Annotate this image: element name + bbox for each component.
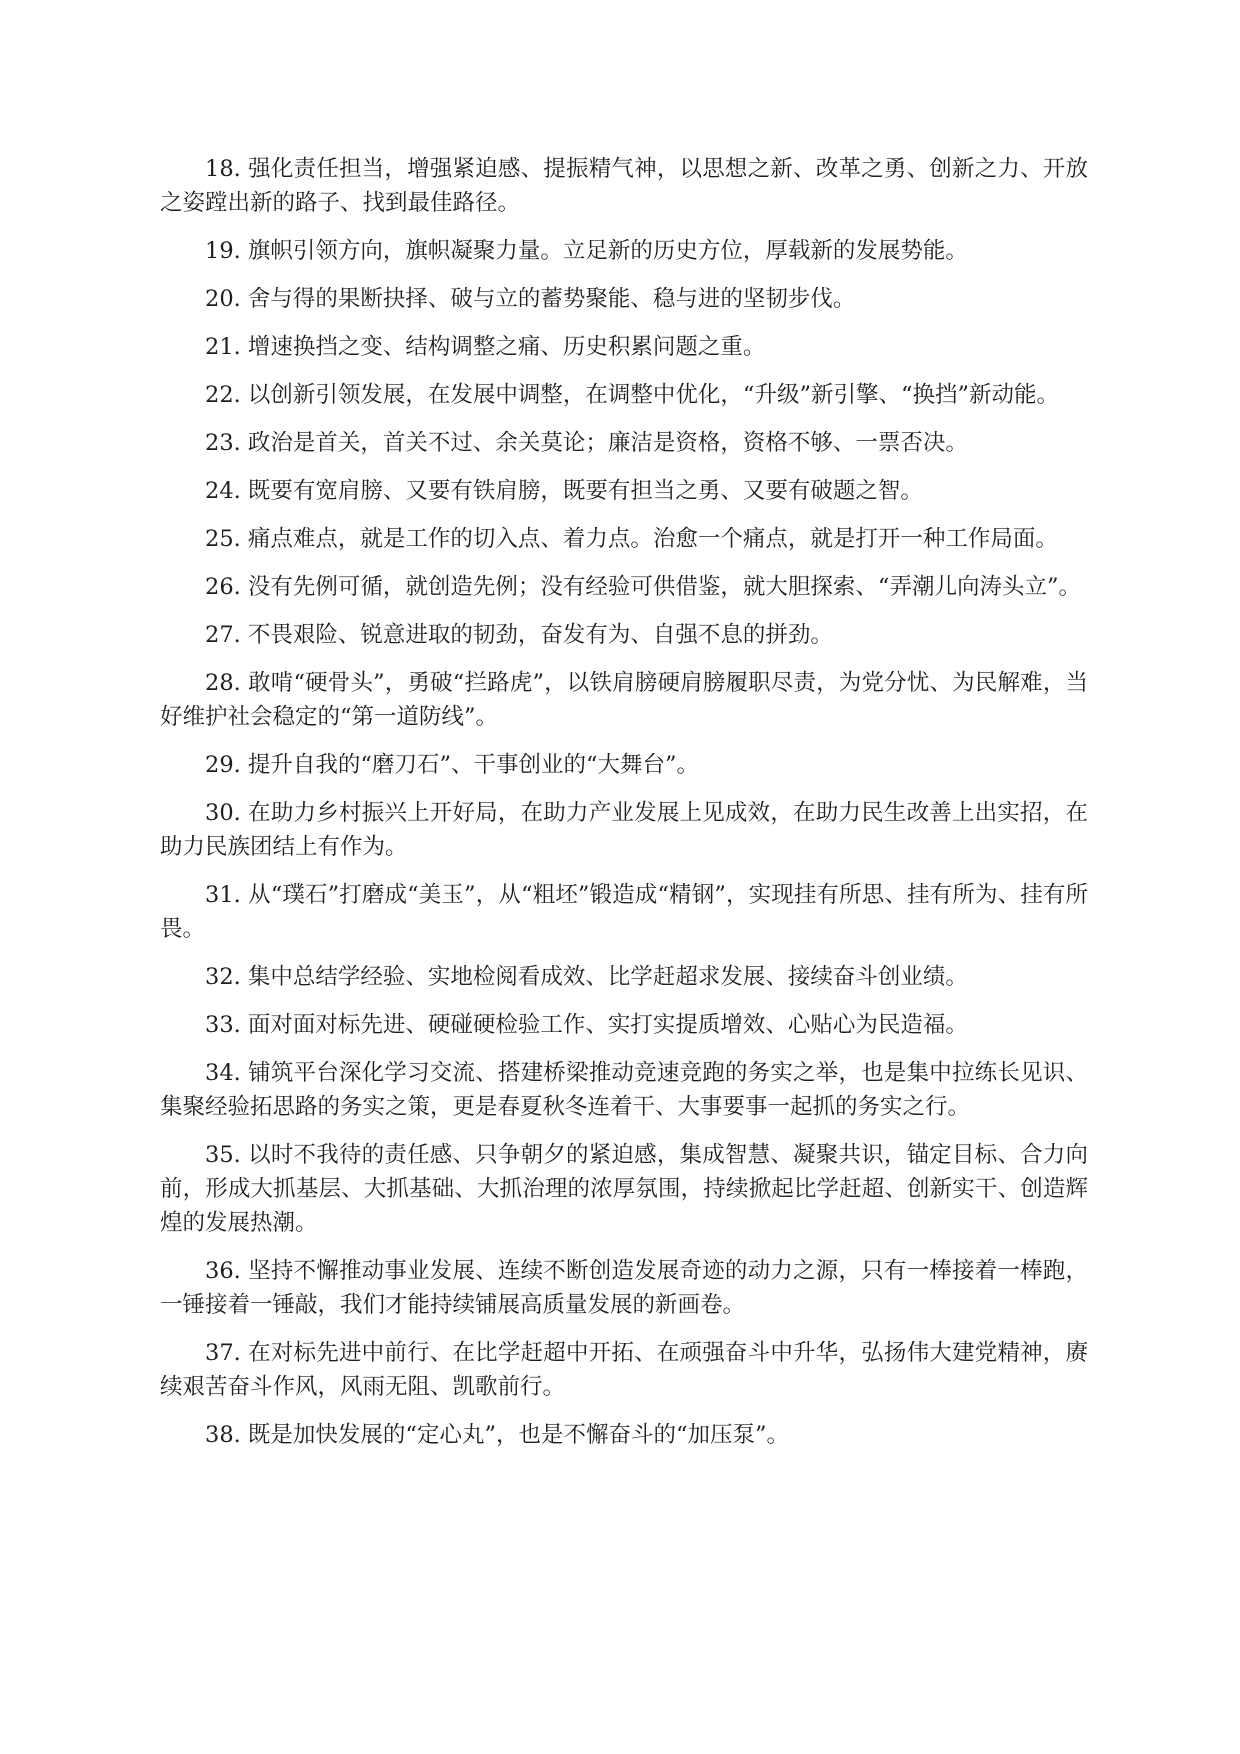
paragraph-26: 26. 没有先例可循，就创造先例；没有经验可供借鉴，就大胆探索、“弄潮儿向涛头立”。 [205,574,1081,600]
paragraph-24: 24. 既要有宽肩膀、又要有铁肩膀，既要有担当之勇、又要有破题之智。 [205,478,923,504]
paragraph-21: 21. 增速换挡之变、结构调整之痛、历史积累问题之重。 [205,334,766,360]
paragraph-25: 25. 痛点难点，就是工作的切入点、着力点。治愈一个痛点，就是打开一种工作局面。 [205,526,1058,552]
paragraph-36: 36. 坚持不懈推动事业发展、连续不断创造发展奇迹的动力之源，只有一棒接着一棒跑，一锤接着一锤敲，我们才能持续铺展高质量发展的新画卷。 [160,1258,1088,1318]
paragraph-33: 33. 面对面对标先进、硬碰硬检验工作、实打实提质增效、心贴心为民造福。 [205,1012,968,1038]
paragraph-28: 28. 敢啃“硬骨头”，勇破“拦路虎”，以铁肩膀硬肩膀履职尽责，为党分忧、为民解难，当好维护社会稳定的“第一道防线”。 [160,670,1088,730]
paragraph-30: 30. 在助力乡村振兴上开好局，在助力产业发展上见成效，在助力民生改善上出实招，在助力民族团结上有作为。 [160,800,1088,860]
paragraph-18: 18. 强化责任担当，增强紧迫感、提振精气神，以思想之新、改革之勇、创新之力、开放之姿蹚出新的路子、找到最佳路径。 [160,156,1088,216]
paragraph-35: 35. 以时不我待的责任感、只争朝夕的紧迫感，集成智慧、凝聚共识，锚定目标、合力向前，形成大抓基层、大抓基础、大抓治理的浓厚氛围，持续掀起比学赶超、创新实干、创造辉煌的发展热潮。 [160,1142,1088,1236]
paragraph-32: 32. 集中总结学经验、实地检阅看成效、比学赶超求发展、接续奋斗创业绩。 [205,964,968,990]
paragraph-27: 27. 不畏艰险、锐意进取的韧劲，奋发有为、自强不息的拼劲。 [205,622,833,648]
document-body [160,152,1088,1466]
paragraph-23: 23. 政治是首关，首关不过、余关莫论；廉洁是资格，资格不够、一票否决。 [205,430,968,456]
paragraph-34: 34. 铺筑平台深化学习交流、搭建桥梁推动竞速竞跑的务实之举，也是集中拉练长见识、集聚经验拓思路的务实之策，更是春夏秋冬连着干、大事要事一起抓的务实之行。 [160,1060,1088,1120]
paragraph-29: 29. 提升自我的“磨刀石”、干事创业的“大舞台”。 [205,752,699,778]
paragraph-37: 37. 在对标先进中前行、在比学赶超中开拓、在顽强奋斗中升华，弘扬伟大建党精神，赓续艰苦奋斗作风，风雨无阻、凯歌前行。 [160,1340,1088,1400]
paragraph-20: 20. 舍与得的果断抉择、破与立的蓄势聚能、稳与进的坚韧步伐。 [205,286,856,312]
paragraph-38: 38. 既是加快发展的“定心丸”，也是不懈奋斗的“加压泵”。 [205,1422,789,1448]
paragraph-19: 19. 旗帜引领方向，旗帜凝聚力量。立足新的历史方位，厚载新的发展势能。 [205,238,968,264]
paragraph-22: 22. 以创新引领发展，在发展中调整，在调整中优化，“升级”新引擎、“换挡”新动能。 [205,382,1059,408]
paragraph-31: 31. 从“璞石”打磨成“美玉”，从“粗坯”锻造成“精钢”，实现挂有所思、挂有所为、挂有所畏。 [160,882,1088,942]
